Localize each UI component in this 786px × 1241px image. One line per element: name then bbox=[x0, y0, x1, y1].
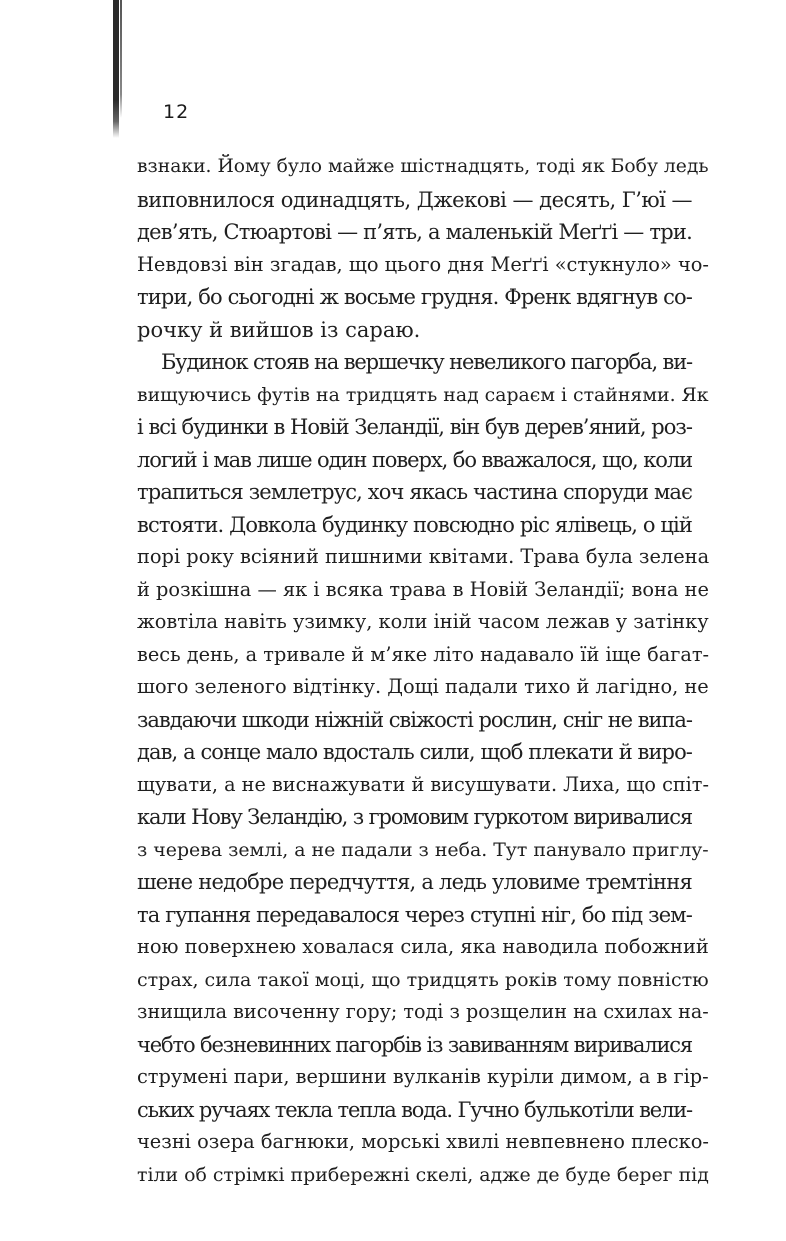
text-line: та гупання передавалося через ступні ніг, бо під зем- bbox=[137, 902, 692, 927]
text-line: порі року всіяний пишними квітами. Трава була зелена bbox=[137, 545, 710, 568]
page-number: 12 bbox=[163, 101, 190, 123]
text-line: Невдовзі він згадав, що цього дня Меґґі «стукнуло» чо- bbox=[137, 252, 709, 276]
text-line: шене недобре передчуття, а ледь уловиме тремтіння bbox=[137, 870, 692, 894]
text-line: дав, а сонце мало вдосталь сили, щоб плекати й виро- bbox=[137, 740, 692, 764]
text-line: ною поверхнею ховалася сила, яка наводила побожний bbox=[137, 935, 709, 958]
page-edge-mark-thin bbox=[120, 0, 122, 118]
text-line: страх, сила такої моці, що тридцять років тому повністю bbox=[137, 968, 709, 991]
text-line: встояти. Довкола будинку повсюдно ріс ялівець, о цій bbox=[137, 512, 692, 537]
text-line: логий і мав лише один поверх, бо вважалося, що, коли bbox=[137, 447, 692, 472]
text-line: чебто безневинних пагорбів із завиванням виривалися bbox=[137, 1032, 692, 1057]
text-line: з черева землі, а не падали з неба. Тут панувало приглу- bbox=[137, 838, 709, 861]
text-line: виповнилося одинадцять, Джекові — десять, Г’юї — bbox=[137, 187, 692, 212]
text-line: трапиться землетрус, хоч якась частина споруди має bbox=[137, 480, 692, 504]
text-line: весь день, а тривале й м’яке літо надавало їй іще багат- bbox=[137, 642, 710, 666]
text-line: щувати, а не виснажувати й висушувати. Лиха, що спіт- bbox=[137, 772, 709, 796]
text-line: ських ручаях текла тепла вода. Гучно булькотіли вели- bbox=[137, 1097, 692, 1122]
body-text bbox=[137, 151, 710, 1191]
text-line: тіли об стрімкі прибережні скелі, адже де буде берег під bbox=[137, 1163, 709, 1186]
text-line: шого зеленого відтінку. Дощі падали тихо й лагідно, не bbox=[137, 675, 709, 698]
text-line: дев’ять, Стюартові — п’ять, а маленькій Меґґі — три. bbox=[137, 220, 692, 244]
text-line: й розкішна — як і всяка трава в Новій Зеландії; вона не bbox=[137, 577, 709, 601]
page-edge-mark bbox=[113, 0, 119, 138]
text-line: жовтіла навіть узимку, коли іній часом лежав у затінку bbox=[137, 610, 709, 633]
text-line: кали Нову Зеландію, з громовим гуркотом виривалися bbox=[137, 805, 692, 829]
text-line: і всі будинки в Новій Зеландії, він був дерев’яний, роз- bbox=[137, 415, 692, 439]
text-line: тири, бо сьогодні ж восьме грудня. Френк вдягнув со- bbox=[137, 285, 692, 309]
text-line: чезні озера багнюки, морські хвилі невпевнено плеско- bbox=[137, 1130, 709, 1153]
text-line: рочку й вийшов із сараю. bbox=[137, 317, 421, 342]
text-line: вищуючись футів на тридцять над сараєм і стайнями. Як bbox=[137, 383, 709, 406]
text-line: Будинок стояв на вершечку невеликого пагорба, ви- bbox=[161, 350, 692, 374]
text-line: знищила височенну гору; тоді з розщелин на схилах на- bbox=[137, 1000, 709, 1023]
text-line: взнаки. Йому було майже шістнадцять, тоді як Бобу ледь bbox=[137, 156, 709, 177]
text-line: струмені пари, вершини вулканів куріли димом, а в гір- bbox=[137, 1065, 709, 1088]
text-line: завдаючи шкоди ніжній свіжості рослин, сніг не випа- bbox=[137, 707, 692, 732]
